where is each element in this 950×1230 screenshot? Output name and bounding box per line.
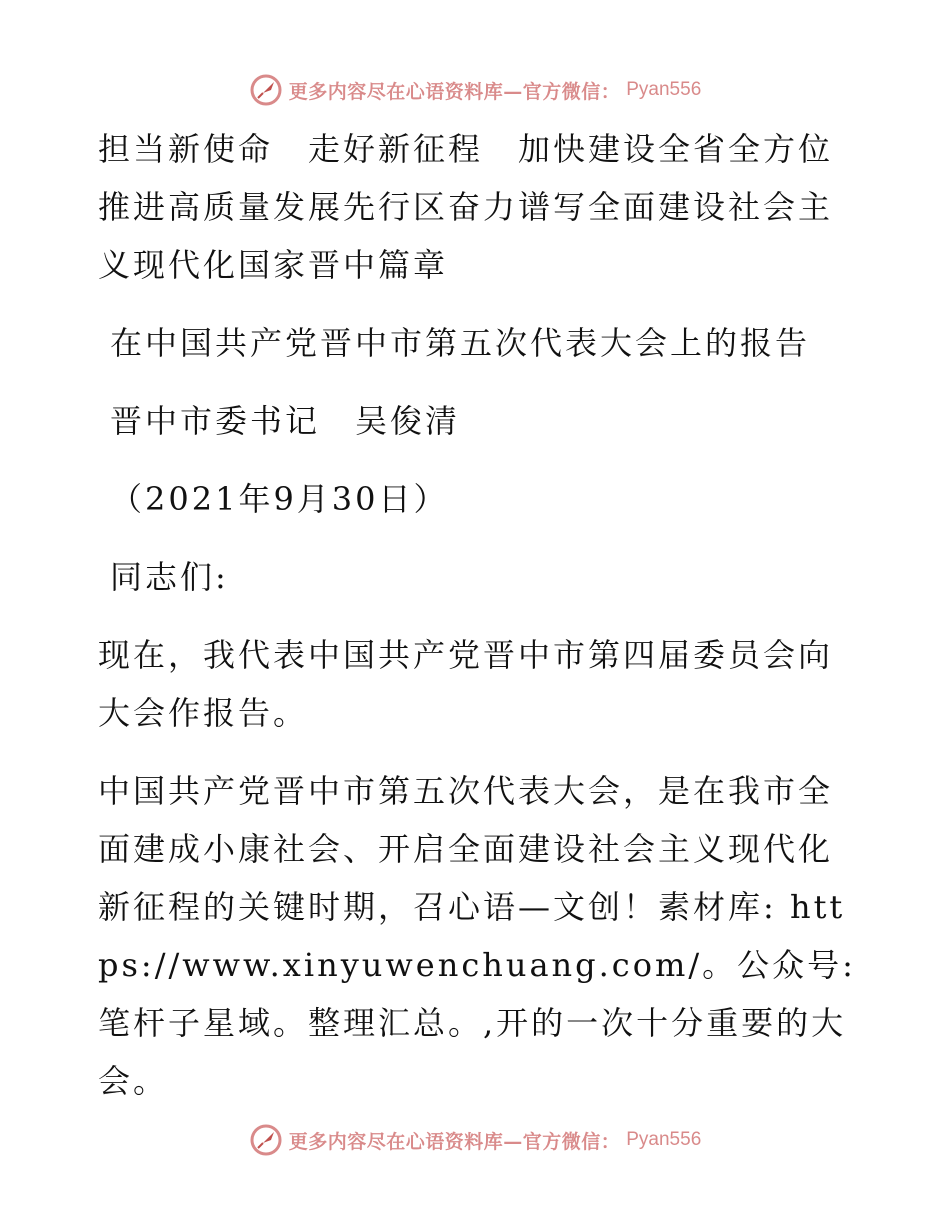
document-title: 担当新使命 走好新征程 加快建设全省全方位推进高质量发展先行区奋力谱写全面建设社会主义现代化国家晋中篇章: [98, 130, 834, 284]
quill-logo-icon: [249, 1123, 283, 1157]
watermark-text: 更多内容尽在心语资料库—官方微信：: [288, 80, 621, 103]
document-paragraph: 现在，我代表中国共产党晋中市第四届委员会向大会作报告。: [98, 636, 834, 732]
watermark-contact: Pyan556: [626, 1129, 702, 1150]
watermark-contact: Pyan556: [626, 79, 702, 100]
watermark-text: 更多内容尽在心语资料库—官方微信：: [288, 1130, 621, 1153]
quill-logo-icon: [249, 73, 283, 107]
document-paragraph: 中国共产党晋中市第五次代表大会，是在我市全面建成小康社会、开启全面建设社会主义现代化新征程的关键时期，召心语—文创！素材库: https://www.xinyuwenchuang.com/。公众号: 笔杆子星域。整理汇总。,开的一次十分重要的大会。: [98, 772, 856, 1100]
document-date: （2021年9月30日）: [110, 480, 449, 518]
document-author: 晋中市委书记 吴俊清: [110, 402, 461, 440]
footer-watermark: [0, 1120, 950, 1160]
header-watermark: [0, 70, 950, 110]
document-subtitle: 在中国共产党晋中市第五次代表大会上的报告: [110, 324, 811, 362]
document-greeting: 同志们:: [110, 558, 229, 596]
document-body: [98, 120, 858, 1110]
